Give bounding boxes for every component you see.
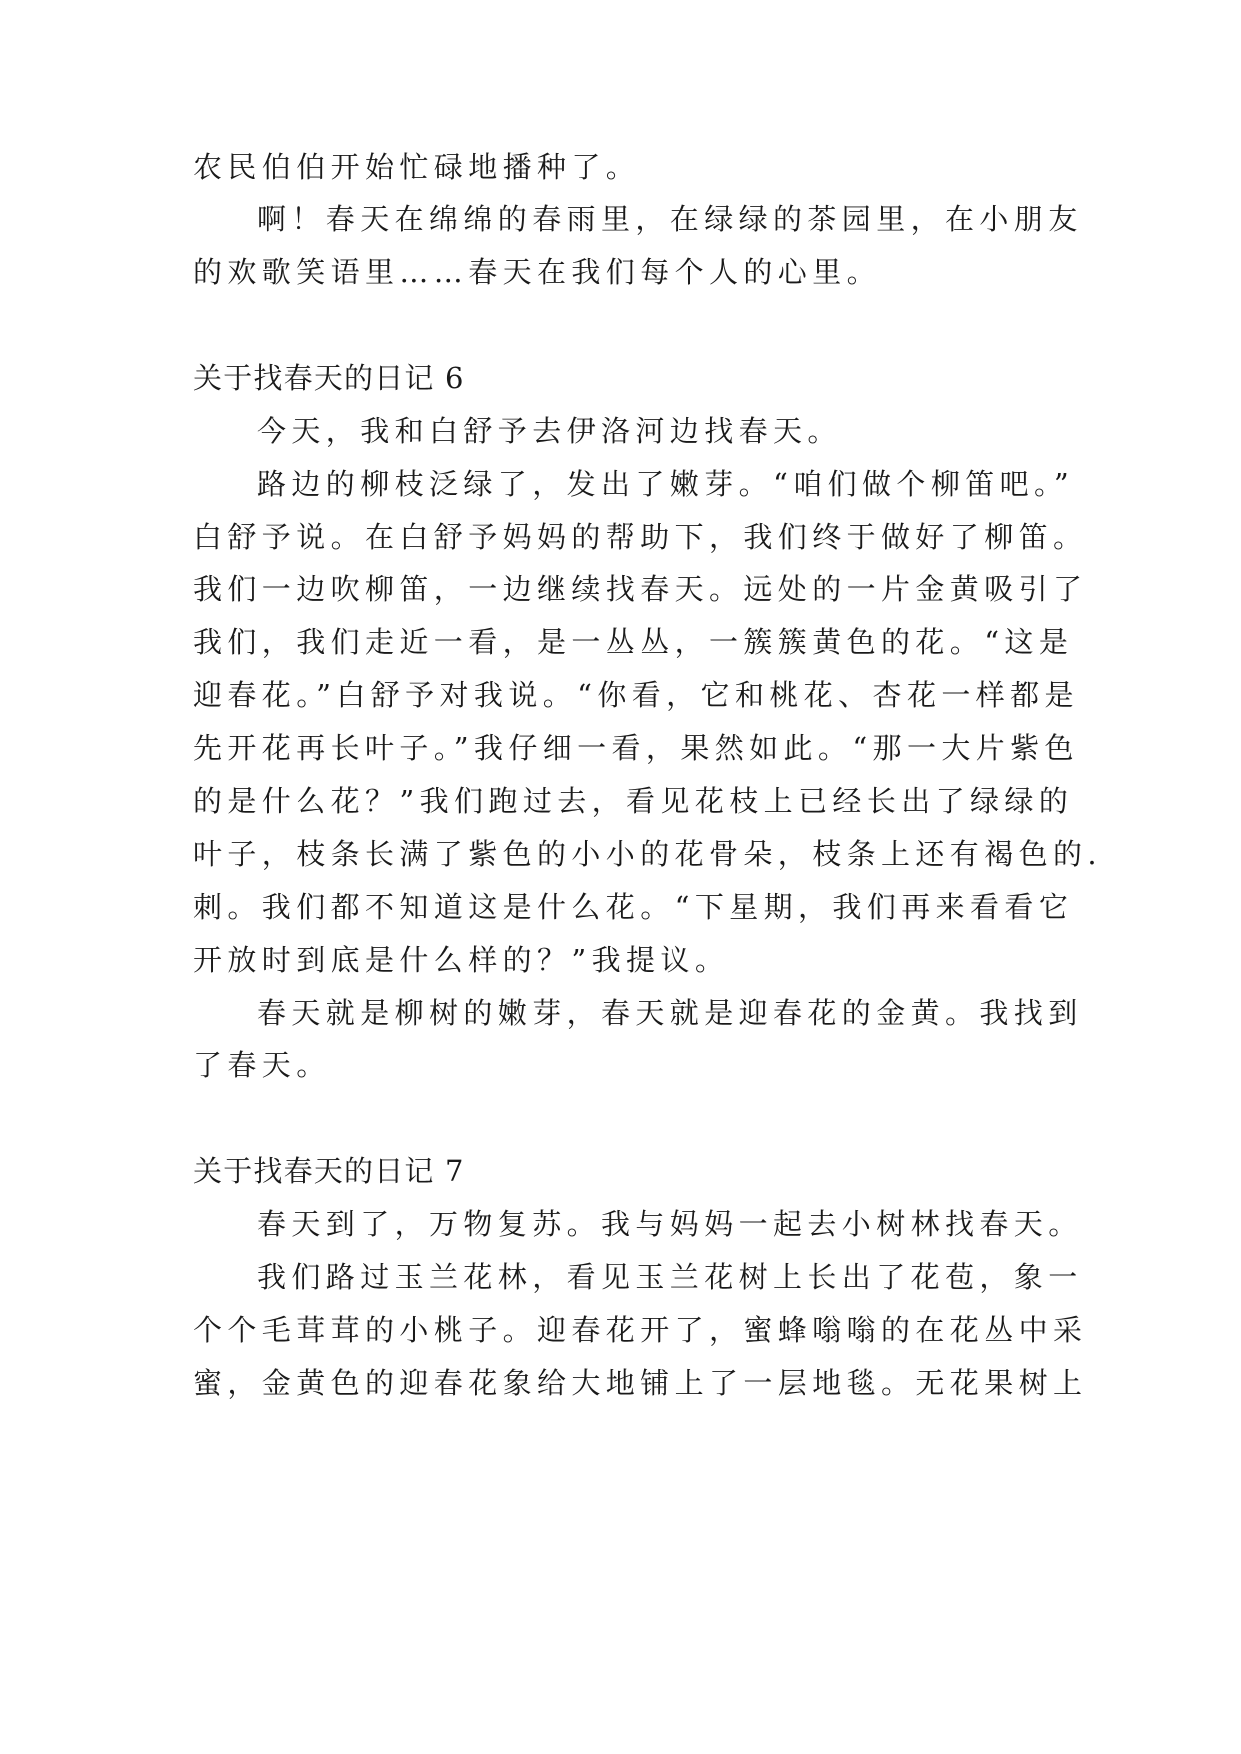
- text-line: 叶子，枝条长满了紫色的小小的花骨朵，枝条上还有褐色的.: [193, 837, 1103, 871]
- text-line: 蜜，金黄色的迎春花象给大地铺上了一层地毯。无花果树上: [193, 1366, 1088, 1400]
- section-heading: 关于找春天的日记 7: [193, 1154, 465, 1188]
- text-line: 了春天。: [193, 1048, 331, 1082]
- text-line: 先开花再长叶子。”我仔细一看，果然如此。“那一大片紫色: [193, 731, 1079, 765]
- text-line: 迎春花。”白舒予对我说。“你看，它和桃花、杏花一样都是: [193, 678, 1079, 712]
- text-line: 刺。我们都不知道这是什么花。“下星期，我们再来看看它: [193, 890, 1074, 924]
- text-line: 的欢歌笑语里……春天在我们每个人的心里。: [193, 255, 882, 289]
- text-line: 我们路过玉兰花林，看见玉兰花树上长出了花苞，象一: [257, 1260, 1083, 1294]
- text-line: 开放时到底是什么样的？”我提议。: [193, 943, 730, 977]
- text-line: 我们一边吹柳笛，一边继续找春天。远处的一片金黄吸引了: [193, 572, 1088, 606]
- section-heading: 关于找春天的日记 6: [193, 361, 465, 395]
- text-line: 个个毛茸茸的小桃子。迎春花开了，蜜蜂嗡嗡的在花丛中采: [193, 1313, 1088, 1347]
- text-line: 啊！春天在绵绵的春雨里，在绿绿的茶园里，在小朋友: [257, 202, 1083, 236]
- text-line: 路边的柳枝泛绿了，发出了嫩芽。“咱们做个柳笛吧。”: [257, 467, 1075, 501]
- text-line: 春天到了，万物复苏。我与妈妈一起去小树林找春天。: [257, 1207, 1083, 1241]
- text-line: 我们，我们走近一看，是一丛丛，一簇簇黄色的花。“这是: [193, 625, 1074, 659]
- text-line: 的是什么花？”我们跑过去，看见花枝上已经长出了绿绿的: [193, 784, 1074, 818]
- text-line: 农民伯伯开始忙碌地播种了。: [193, 150, 641, 184]
- text-line: 今天，我和白舒予去伊洛河边找春天。: [257, 414, 842, 448]
- text-line: 白舒予说。在白舒予妈妈的帮助下，我们终于做好了柳笛。: [193, 520, 1088, 554]
- text-line: 春天就是柳树的嫩芽，春天就是迎春花的金黄。我找到: [257, 996, 1083, 1030]
